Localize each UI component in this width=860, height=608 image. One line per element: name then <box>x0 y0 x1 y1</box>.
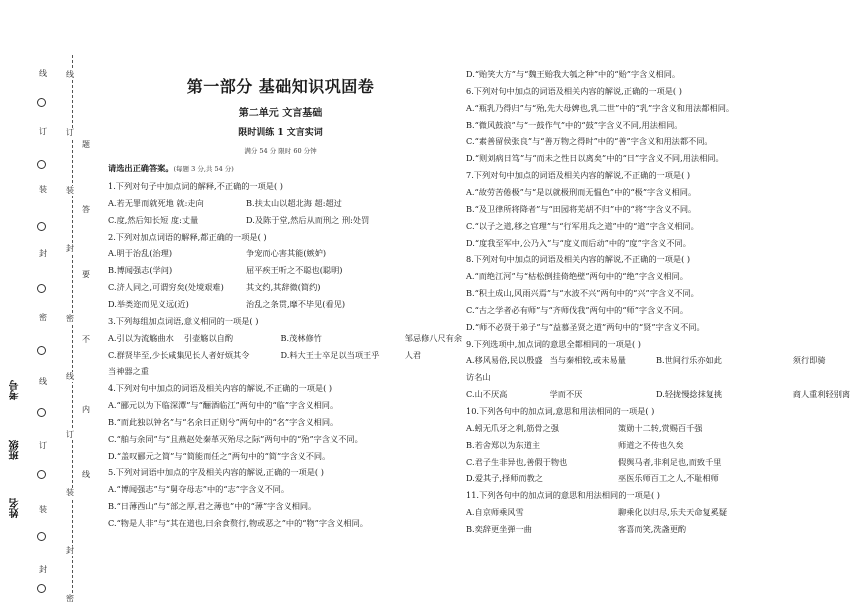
instruction-main: 请选出正确答案。 <box>108 163 174 173</box>
option-text: 见长人者好烦其令 <box>183 349 250 360</box>
drill-heading: 限时训练 1 文言实词 <box>238 128 323 138</box>
question-line: D.“贻笑大方”与“魏王贻我大瓠之种”中的“贻”字含义相同。 <box>466 69 681 79</box>
option-text: B.扶太山以超北海 超:超过 <box>246 197 342 208</box>
question-line: A.“博闻强志”与“舅夺母志”中的“志”字含义不同。 <box>108 484 290 495</box>
question-line: D.“师不必贤于弟子”与“益慕圣贤之道”两句中的“贤”字含义不同。 <box>466 321 705 332</box>
inner-warning-char: 封 <box>39 565 47 574</box>
binding-hole-icon <box>37 470 46 479</box>
option-text: A.移风易俗,民以殷盛 <box>466 355 543 366</box>
question-line: D.“盖叹郦元之简”与“简能而任之”两句中的“简”字含义不同。 <box>108 450 331 461</box>
binding-hole-icon <box>37 222 46 231</box>
binding-hole-icon <box>37 584 46 593</box>
question-line: 6.下列对句中加点的词语及相关内容的解说,正确的一项是( ) <box>466 85 682 96</box>
name-field-label: 姓名 <box>10 498 21 518</box>
inner-warning-char: 内 <box>82 405 90 414</box>
instruction-note: (每题 3 分,共 54 分) <box>173 165 234 173</box>
question-line: C.“物是人非”与“其在道也,曰余食赘行,物或恶之”中的“物”字含义相同。 <box>108 518 368 528</box>
question-line: B.“及卫律所将降者”与“田园将芜胡不归”中的“将”字含义不同。 <box>466 203 697 214</box>
question-line: C.“以子之道,移之官理”与“行军用兵之道”中的“道”字含义相同。 <box>466 220 699 231</box>
option-text: 治乱之条贯,靡不毕见(看见) <box>246 298 346 309</box>
option-text: C.济人同之,可谓穷矣(处境艰难) <box>108 282 224 293</box>
option-text: A.明于治乱(治理) <box>108 248 173 259</box>
question-line: A.“而绝江河”与“枯松倒挂倚绝壁”两句中的“绝”字含义相同。 <box>466 271 688 282</box>
inner-warning-char: 不 <box>82 335 90 344</box>
inner-warning-char: 线 <box>39 69 47 78</box>
seal-word: 封 <box>66 546 74 555</box>
question-line: A.“故劳苦倦极”与“是以就极刑而无愠色”中的“极”字含义相同。 <box>466 186 697 197</box>
option-text: 巫医乐师百工之人,不耻相师 <box>618 473 719 484</box>
question-line: 3.下列每组加点词语,意义相同的一项是( ) <box>108 315 259 326</box>
option-text: 须行即骑 <box>792 355 826 366</box>
inner-warning-char: 线 <box>82 470 90 479</box>
option-text: 邹忌修八尺有余 <box>404 332 463 343</box>
option-text: C.山不厌高 <box>466 389 508 400</box>
seal-word: 装 <box>66 186 74 195</box>
question-line: A.“郦元以为下临深潭”与“酾酒临江”两句中的“临”字含义相同。 <box>108 400 339 411</box>
seal-word: 订 <box>66 128 74 137</box>
option-text: B.世间行乐亦如此 <box>656 355 722 366</box>
option-text: 聊乘化以归尽,乐夫天命复奚疑 <box>618 507 728 518</box>
question-line: C.“古之学者必有师”与“齐师伐我”两句中的“师”字含义不同。 <box>466 304 689 315</box>
option-text: 人君 <box>404 349 422 360</box>
question-line: 访名山 <box>466 372 491 383</box>
question-line: B.“积土成山,风雨兴焉”与“水波不兴”两句中的“兴”字含义不同。 <box>466 288 699 299</box>
exam-number-field-label: 考号 <box>10 380 21 400</box>
option-text: B.奕辞更坐弹一曲 <box>466 523 532 534</box>
question-line: D.“则刘病日笃”与“而未之性日以离矣”中的“日”字含义不同,用法相同。 <box>466 153 724 164</box>
binding-margin <box>0 0 88 608</box>
option-text: 策勋十二转,赏赐百千强 <box>618 422 703 433</box>
question-line: 9.下列选项中,加点词的意思全都相同的一项是( ) <box>466 338 641 349</box>
option-text: D.轻拢慢捻抹复挑 <box>656 389 723 400</box>
question-line: A.“瓶乳乃得归”与“殆,先大母婢也,乳二世”中的“乳”字含义和用法都相同。 <box>466 102 735 113</box>
option-text: B.茂林修竹 <box>280 332 322 343</box>
option-text: B.若舍郑以为东道主 <box>466 439 541 450</box>
instruction <box>108 163 234 174</box>
seal-word: 装 <box>66 488 74 497</box>
inner-warning-char: 题 <box>82 140 90 149</box>
inner-warning-char: 要 <box>82 270 90 279</box>
inner-warning-char: 订 <box>39 441 47 450</box>
binding-hole-icon <box>37 284 46 293</box>
option-text: A.自京师乘风雪 <box>466 507 524 518</box>
binding-hole-icon <box>37 532 46 541</box>
option-text: D.料大王士卒足以当项王乎 <box>280 349 380 360</box>
question-line: 8.下列对句中加点的词语及相关内容的解说,不正确的一项是( ) <box>466 254 691 265</box>
binding-hole-icon <box>37 408 46 417</box>
binding-hole-icon <box>37 160 46 169</box>
question-line: 当神器之重 <box>108 366 149 377</box>
binding-hole-icon <box>37 346 46 355</box>
page-title: 第一部分 基础知识巩固卷 <box>186 77 375 96</box>
question-line: D.“度我至军中,公乃入”与“度义而后动”中的“度”字含义不同。 <box>466 237 691 248</box>
option-text: A.蚓无爪牙之利,筋骨之强 <box>466 422 559 433</box>
option-text: 屈平疾王听之不聪也(聪明) <box>246 265 343 276</box>
option-text: B.博闻强志(学问) <box>108 265 173 276</box>
question-line: 2.下列对加点词语的解释,都正确的一项是( ) <box>108 231 267 242</box>
inner-warning-char: 装 <box>39 185 47 194</box>
option-text: C.度,然后知长短 度:丈量 <box>108 214 199 225</box>
question-line: B.“微风鼓浪”与“一鼓作气”中的“鼓”字含义不同,用法相同。 <box>466 119 683 130</box>
seal-word: 密 <box>66 314 74 323</box>
question-line: 5.下列对词语中加点的字及相关内容的解说,正确的一项是( ) <box>108 467 324 478</box>
option-text: D.及陈于堂,然后从而刑之 刑:处罚 <box>246 214 370 225</box>
seal-word: 封 <box>66 244 74 253</box>
inner-warning-char: 线 <box>39 377 47 386</box>
option-text: 假舆马者,非利足也,而致千里 <box>618 456 722 467</box>
unit-heading: 第二单元 文言基础 <box>238 108 323 119</box>
option-text: A.若无罪而就死地 就:走向 <box>108 197 204 208</box>
option-text: A.引以为流觞曲水 <box>108 332 174 343</box>
option-text: 其文约,其辞微(简约) <box>246 282 321 293</box>
binding-hole-icon <box>37 98 46 107</box>
question-line: 4.下列对句中加点的词语及相关内容的解说,不正确的一项是( ) <box>108 383 333 394</box>
score-info: 满分 54 分 限时 60 分钟 <box>244 147 317 155</box>
option-text: 客喜而笑,洗盏更酌 <box>618 523 687 534</box>
option-text: 师道之不传也久矣 <box>618 439 684 450</box>
seal-word: 线 <box>66 70 74 79</box>
option-text: 商人重利轻别离 <box>792 389 851 400</box>
seal-word: 订 <box>66 430 74 439</box>
question-line: 10.下列各句中的加点词,意思和用法相同的一项是( ) <box>466 406 655 416</box>
inner-warning-char: 封 <box>39 249 47 258</box>
option-text: C.群贤毕至,少长咸集 <box>108 349 185 360</box>
inner-warning-char: 装 <box>39 505 47 514</box>
option-text: D.爱其子,择师而教之 <box>466 473 543 484</box>
question-line: 7.下列对句中加点的词语及相关内容的解说,不正确的一项是( ) <box>466 170 691 181</box>
question-line: C.“舶与余同”与“且燕赵处秦革灭殆尽之际”两句中的“殆”字含义不同。 <box>108 433 363 444</box>
inner-warning-char: 密 <box>39 313 47 322</box>
seal-word: 密 <box>66 594 74 603</box>
class-field-label: 班级 <box>10 440 21 460</box>
question-line: 11.下列各句中的加点词的意思和用法相同的一项是( ) <box>466 490 660 501</box>
option-text: 争宠而心害其能(嫉妒) <box>246 248 327 259</box>
seal-word: 线 <box>66 372 74 381</box>
option-text: 当与秦相较,或未易量 <box>549 355 626 366</box>
option-text: 引壶觞以自酌 <box>183 332 234 343</box>
inner-warning-char: 答 <box>82 205 90 214</box>
question-line: C.“素善留侯张良”与“善万物之得时”中的“善”字含义和用法都不同。 <box>466 136 713 147</box>
question-line: B.“日薄西山”与“部之厚,君之薄也”中的“薄”字含义相同。 <box>108 501 317 512</box>
question-line: B.“而此独以钟名”与“名余曰正则兮”两句中的“名”字含义相同。 <box>108 416 339 427</box>
option-text: 学而不厌 <box>549 389 583 400</box>
inner-warning-char: 订 <box>39 127 47 136</box>
option-text: C.君子生非异也,善假于物也 <box>466 456 568 467</box>
option-text: D.举类迩而见义远(近) <box>108 298 189 309</box>
question-line: 1.下列对句子中加点词的解释,不正确的一项是( ) <box>108 181 283 191</box>
